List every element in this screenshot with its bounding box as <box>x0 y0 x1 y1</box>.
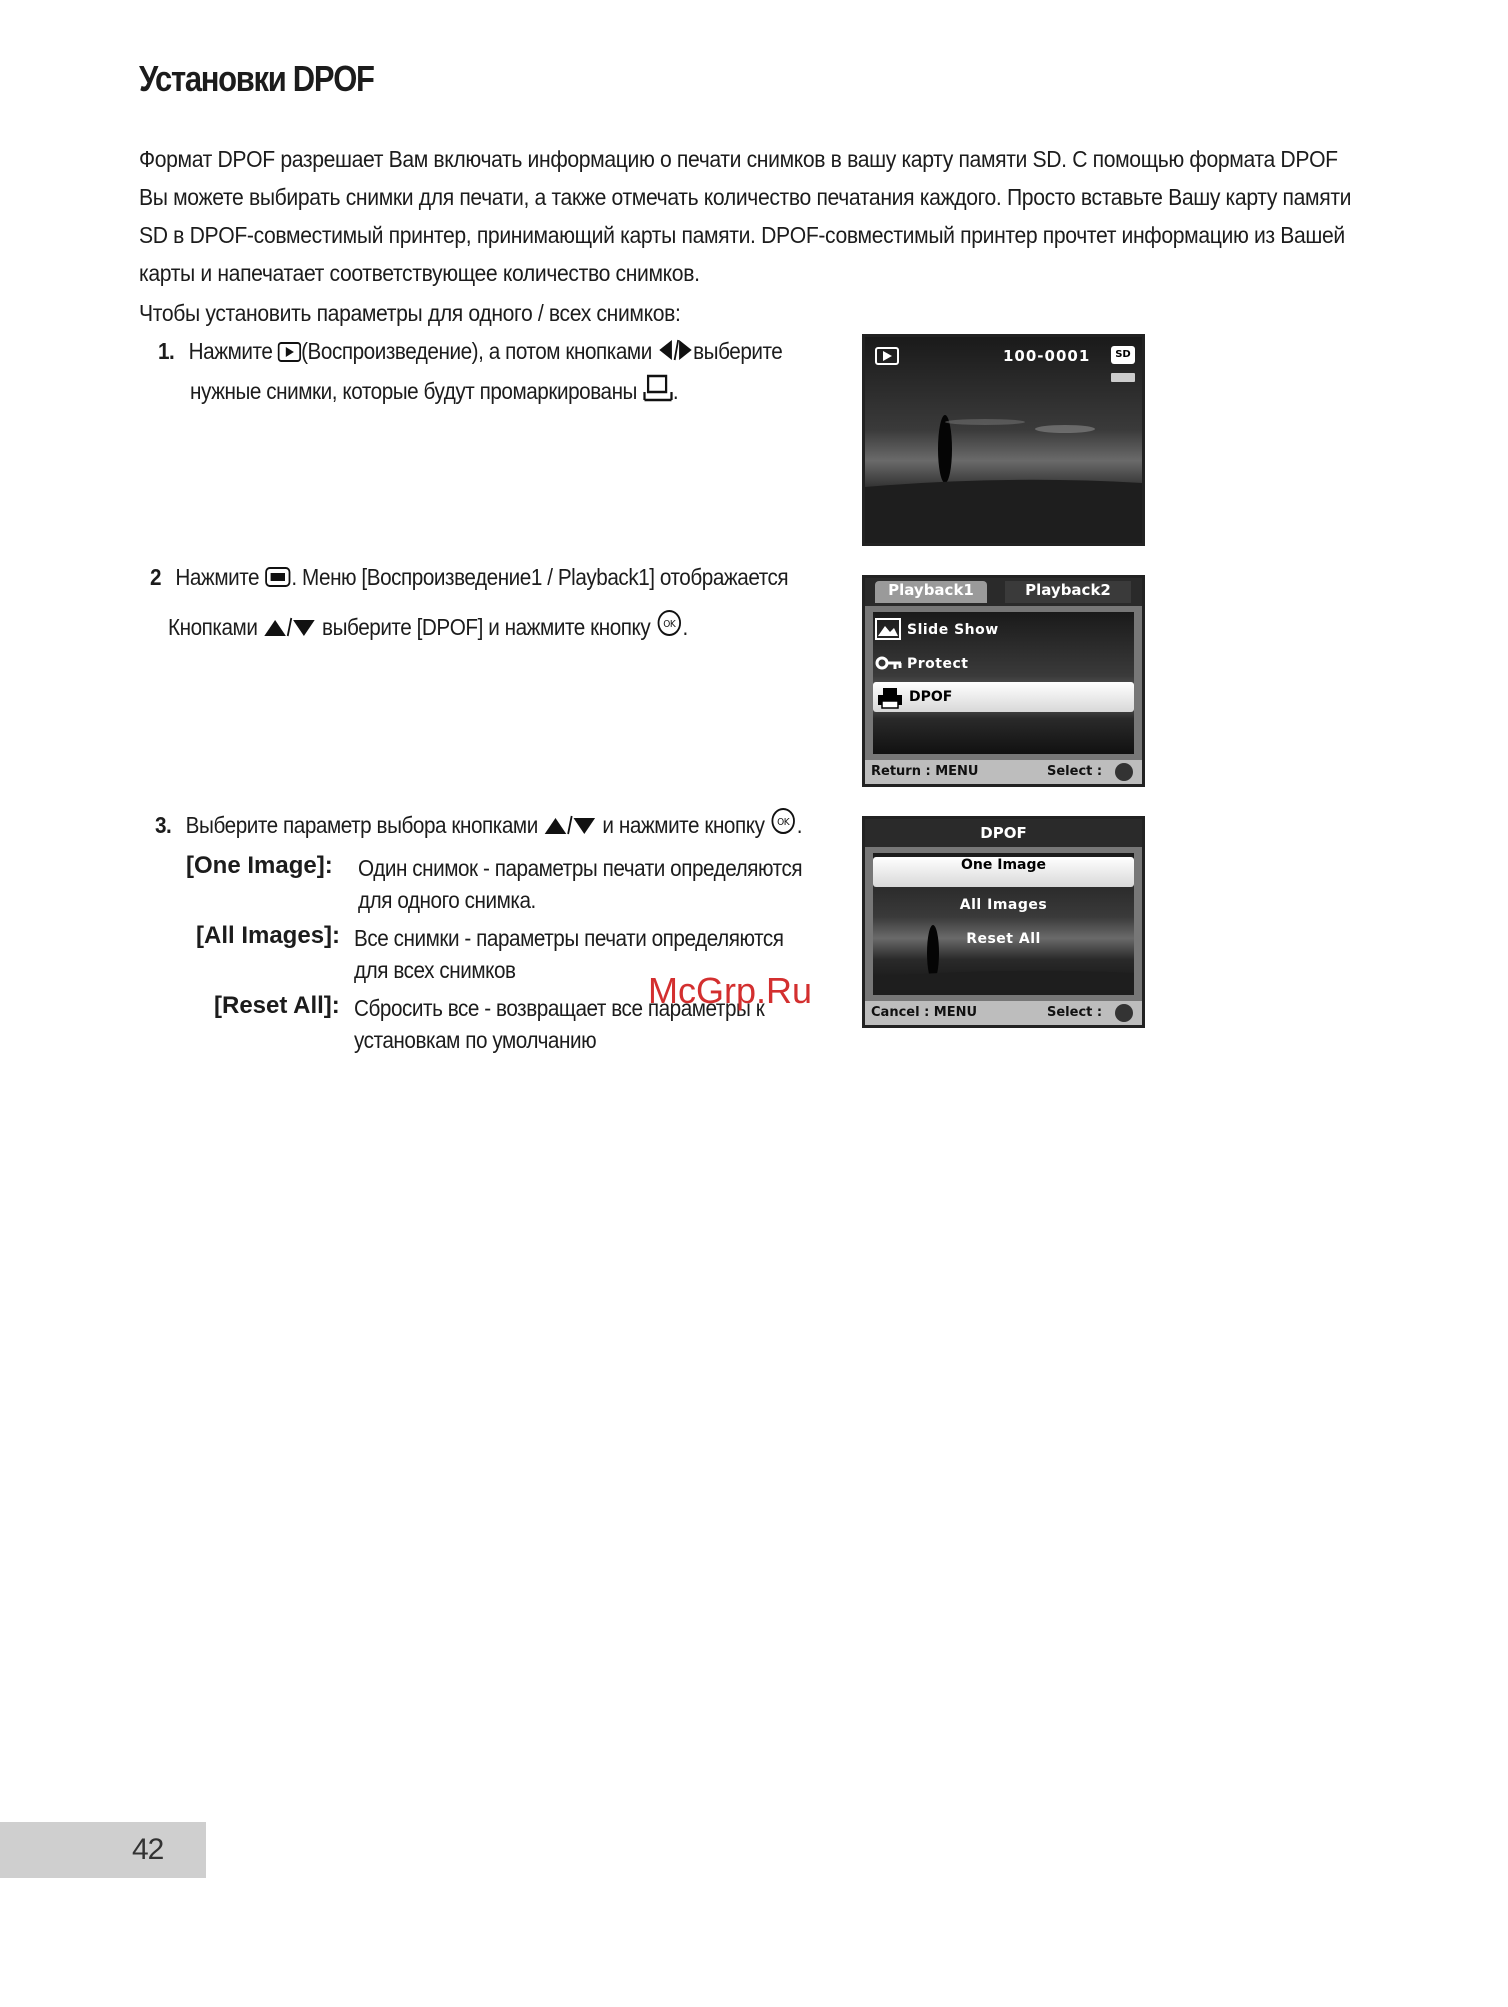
camera-screen-dpof-menu <box>862 816 1145 1028</box>
step-text: Нажмите <box>175 564 260 590</box>
step-1-line2 <box>190 374 678 408</box>
menu-button-icon <box>264 566 291 594</box>
step-text: выберите [DPOF] и нажмите кнопку <box>322 614 651 640</box>
tab-playback2[interactable]: Playback2 <box>1005 581 1131 603</box>
step-text: . <box>672 378 679 404</box>
tree-landscape-image <box>865 337 1142 543</box>
option-text-line: для всех снимков <box>354 957 516 983</box>
playback-mode-icon <box>875 347 899 370</box>
step-3 <box>155 806 802 842</box>
step-text: Нажмите <box>188 338 273 364</box>
screen-footer <box>865 760 1142 784</box>
battery-icon <box>1111 373 1135 382</box>
dpof-printer-icon <box>877 687 903 714</box>
step-number: 3. <box>155 812 172 838</box>
protect-key-icon <box>875 654 903 672</box>
camera-screen-playback <box>862 334 1145 546</box>
playback-icon <box>278 341 301 368</box>
page-title: Установки DPOF <box>139 58 374 99</box>
step-text: (Воспроизведение), а потом кнопками <box>301 338 652 364</box>
up-down-arrow-icon <box>263 616 317 644</box>
step-text: . <box>796 812 803 838</box>
step-1 <box>158 338 782 368</box>
intro-line: Формат DPOF разрешает Вам включать информацию о печати снимков в вашу карту памяти SD. С помощью формата DPOF <box>139 146 1338 172</box>
option-label-reset-all: [Reset All]: <box>214 992 340 1019</box>
intro-line: SD в DPOF-совместимый принтер, принимающий карты памяти. DPOF-совместимый принтер прочтет информацию из Вашей <box>139 222 1345 248</box>
footer-return-hint: Return : MENU <box>871 764 979 779</box>
sd-card-icon: SD <box>1111 346 1135 364</box>
slideshow-icon <box>875 618 901 640</box>
page-number-box <box>0 1822 206 1878</box>
tab-playback1[interactable]: Playback1 <box>875 581 987 603</box>
subtitle: Чтобы установить параметры для одного / всех снимков: <box>139 300 681 326</box>
option-text-line: Все снимки - параметры печати определяются <box>354 925 784 951</box>
menu-item-one-image[interactable]: One Image <box>873 857 1134 887</box>
option-text-line: Один снимок - параметры печати определяются <box>358 855 803 881</box>
ok-button-icon <box>770 806 797 842</box>
step-text: Выберите параметр выбора кнопками <box>185 812 538 838</box>
ok-circle-icon <box>1115 1004 1133 1022</box>
screen-footer <box>865 1001 1142 1025</box>
option-label-all-images: [All Images]: <box>196 922 341 949</box>
step-text: . <box>682 614 688 640</box>
option-text-line: установкам по умолчанию <box>354 1027 597 1053</box>
svg-text:OK: OK <box>663 618 676 631</box>
ok-circle-icon <box>1115 763 1133 781</box>
intro-line: карты и напечатает соответствующее количество снимков. <box>139 260 700 286</box>
step-2 <box>150 564 788 594</box>
option-text-line: Сбросить все - возвращает все параметры к <box>354 995 765 1021</box>
intro-paragraph <box>139 140 1352 292</box>
step-number: 1. <box>158 338 175 364</box>
step-text: и нажмите кнопку <box>602 812 765 838</box>
svg-text:OK: OK <box>777 816 790 829</box>
option-label-one-image: [One Image]: <box>186 852 333 879</box>
step-text: выберите <box>693 338 783 364</box>
file-number: 100-0001 <box>1003 347 1091 365</box>
left-right-arrow-icon <box>657 338 693 368</box>
footer-select-hint: Select : <box>1047 1005 1103 1020</box>
page-number: 42 <box>132 1833 164 1866</box>
footer-cancel-hint: Cancel : MENU <box>871 1005 978 1020</box>
menu-item-dpof[interactable] <box>873 682 1134 712</box>
screen-title: DPOF <box>980 824 1027 842</box>
step-2-line2 <box>168 608 688 644</box>
option-text-line: для одного снимка. <box>358 887 536 913</box>
up-down-arrow-icon <box>543 814 597 842</box>
intro-line: Вы можете выбирать снимки для печати, а также отмечать количество печатания каждого. Просто вставьте Вашу карту памяти <box>139 184 1352 210</box>
step-text: . Меню [Воспроизведение1 / Playback1] отображается <box>291 564 789 590</box>
step-number: 2 <box>150 564 162 590</box>
watermark: McGrp.Ru <box>648 970 813 1011</box>
menu-item-all-images[interactable]: All Images <box>959 897 1048 913</box>
menu-item-label: DPOF <box>909 689 953 705</box>
step-text: нужные снимки, которые будут промаркированы <box>190 378 637 404</box>
step-text: Кнопками <box>168 614 258 640</box>
ok-button-icon <box>656 608 683 644</box>
option-text <box>358 852 802 916</box>
menu-item-slide-show[interactable]: Slide Show <box>907 622 999 638</box>
menu-item-reset-all[interactable]: Reset All <box>966 931 1041 947</box>
print-mark-icon <box>642 374 673 408</box>
camera-screen-playback-menu <box>862 575 1145 787</box>
footer-select-hint: Select : <box>1047 764 1103 779</box>
menu-item-protect[interactable]: Protect <box>907 656 969 672</box>
